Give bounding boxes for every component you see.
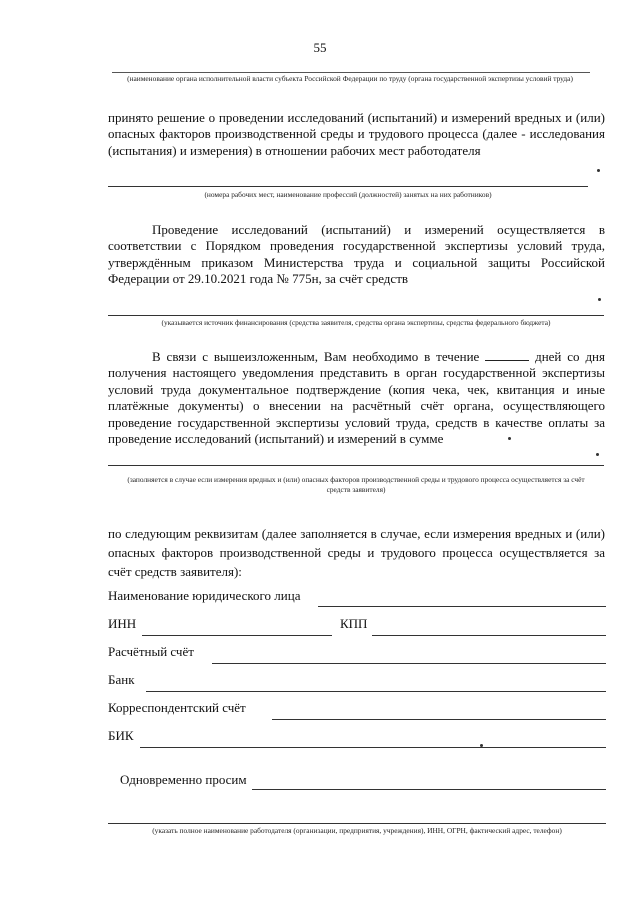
- notice-text-after: дней со дня получения настоящего уведомления представить в орган государственной экспертизы условий труда документальное подтверждение (копия чека, чек, квитанция и иные платёжные документы) о внесении на расчётный счёт органа, осуществляющего проведение государственной экспертизы условий труда, средств в качестве оплаты за проведение исследований (испытаний) и измерений в сумме: [108, 349, 605, 447]
- funding-caption: (указывается источник финансирования (средства заявителя, средства органа экспертизы, средства федерального бюджета): [161, 318, 551, 327]
- days-blank-field[interactable]: [485, 349, 529, 361]
- workplaces-line: [108, 186, 588, 187]
- workplaces-caption: (номера рабочих мест, наименование профессий (должностей) занятых на них работников): [204, 190, 492, 199]
- scan-speck: [598, 298, 601, 301]
- page-number: 55: [313, 40, 327, 55]
- inn-field[interactable]: [142, 635, 332, 636]
- closing-field[interactable]: [252, 789, 606, 790]
- decision-paragraph: принято решение о проведении исследований (испытаний) и измерений вредных и (или) опасных факторов производственной среды и трудового процесса (далее - исследования (испытания) и измерения) в отношении рабочих мест работодателя: [108, 110, 605, 158]
- employer-caption: (указать полное наименование работодателя (организации, предприятия, учреждения), ИНН, ОГРН, фактический адрес, телефон): [152, 826, 562, 835]
- notice-text-before: В связи с вышеизложенным, Вам необходимо в течение: [152, 349, 480, 364]
- bank-label: Банк: [108, 672, 135, 687]
- scan-speck: [480, 744, 483, 747]
- procedure-paragraph: Проведение исследований (испытаний) и измерений осуществляется в соответствии с Порядком проведения государственной экспертизы условий труда, утверждённым приказом Министерства труда и социальной защиты Российской Федерации от 29.10.2021 года № 775н, за счёт средств: [108, 222, 605, 287]
- scan-speck: [508, 437, 511, 440]
- legal-name-field[interactable]: [318, 606, 606, 607]
- requisites-paragraph: по следующим реквизитам (далее заполняется в случае, если измерения вредных и (или) опасных факторов производственной среды и трудового процесса осуществляется за счёт средств заявителя):: [108, 526, 605, 579]
- kpp-field[interactable]: [372, 635, 606, 636]
- bank-field[interactable]: [146, 691, 606, 692]
- legal-name-label: Наименование юридического лица: [108, 588, 301, 603]
- account-label: Расчётный счёт: [108, 644, 194, 659]
- funding-line: [108, 315, 604, 316]
- employer-line[interactable]: [108, 823, 606, 824]
- scan-speck: [596, 453, 599, 456]
- authority-line: [112, 72, 590, 73]
- corr-account-field[interactable]: [272, 719, 606, 720]
- account-field[interactable]: [212, 663, 606, 664]
- authority-caption: (наименование органа исполнительной власти субъекта Российской Федерации по труду (органа государственной экспертизы условий труда): [127, 74, 573, 83]
- closing-text: Одновременно просим: [120, 772, 247, 787]
- amount-line: [108, 465, 604, 466]
- notice-paragraph: [108, 349, 605, 447]
- inn-label: ИНН: [108, 616, 137, 631]
- bik-field[interactable]: [140, 747, 606, 748]
- bik-label: БИК: [108, 728, 134, 743]
- fill-condition-caption: (заполняется в случае если измерения вредных и (или) опасных факторов производственной среды и трудового процесса осуществляется за счёт средств заявителя): [127, 475, 585, 494]
- corr-account-label: Корреспондентский счёт: [108, 700, 246, 715]
- scan-speck: [597, 169, 600, 172]
- kpp-label: КПП: [340, 616, 368, 631]
